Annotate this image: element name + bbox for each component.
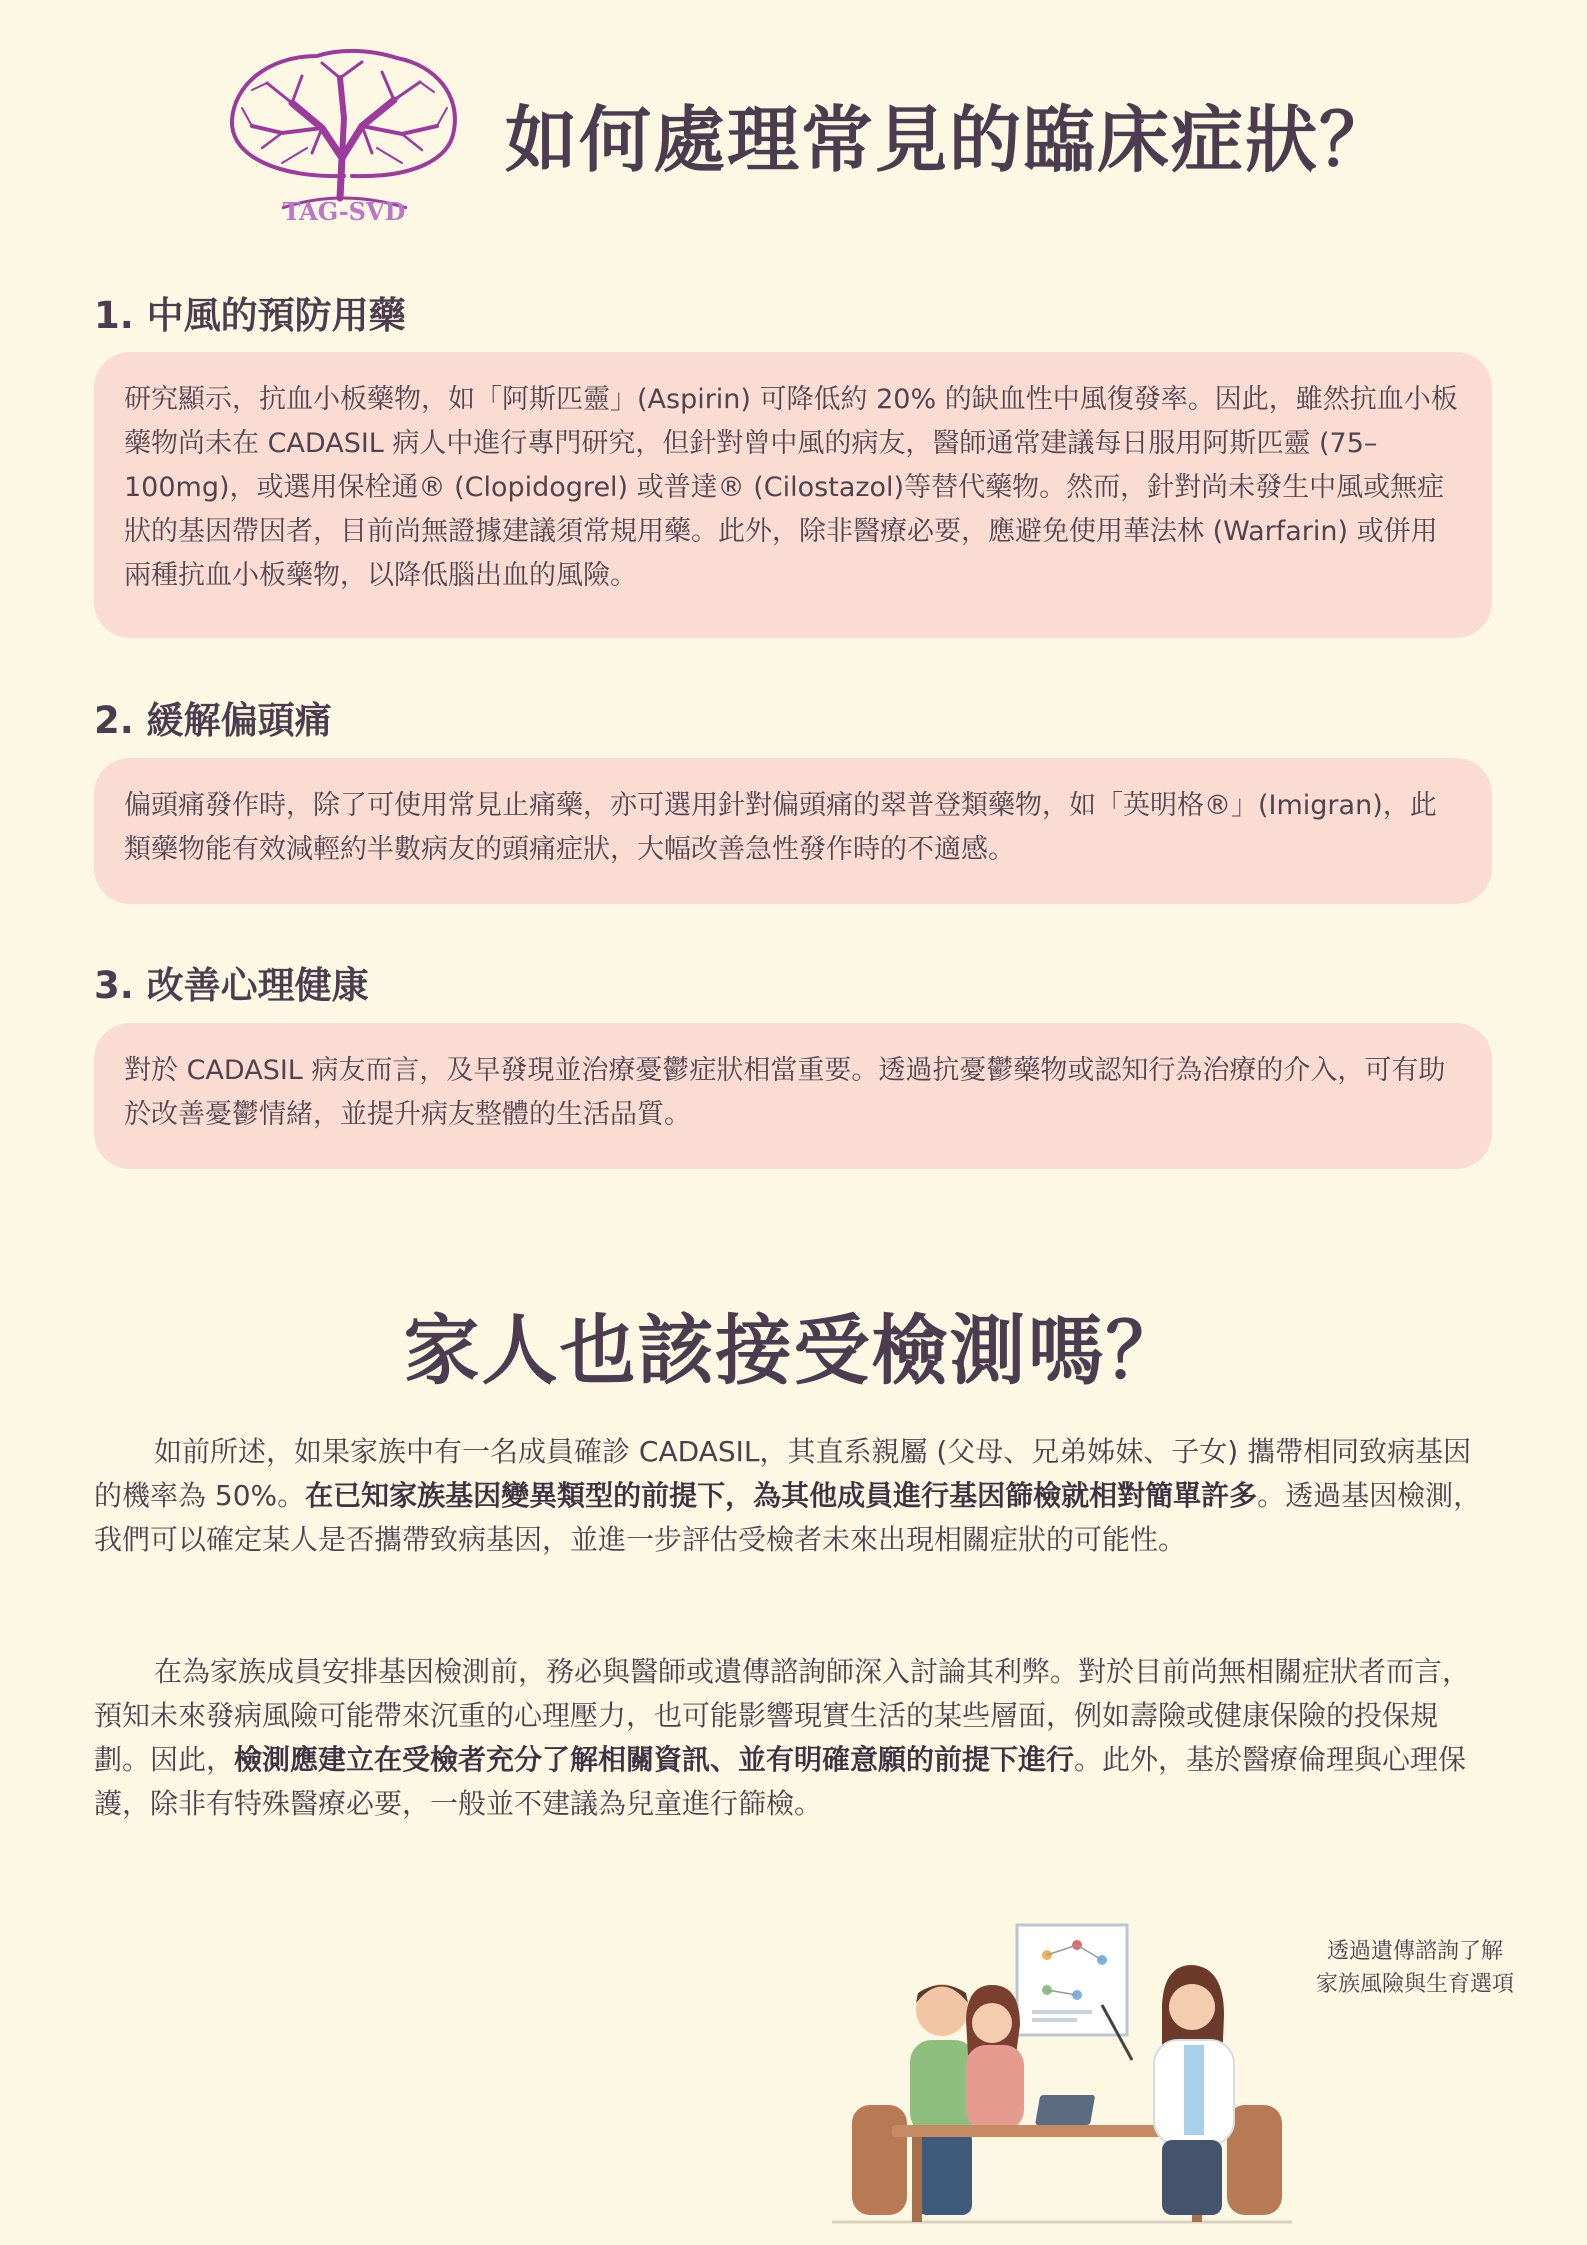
illustration-caption [1300, 1935, 1530, 2001]
paragraph-text: 。透過基因檢測，我們可以確定某人是否攜帶致病基因，並進一步評估受檢者未來出現相關症狀的可能性。 [94, 1479, 1482, 1556]
tag-svd-logo [222, 48, 467, 228]
section-body: 對於 CADASIL 病友而言，及早發現並治療憂鬱症狀相當重要。透過抗憂鬱藥物或認知行為治療的介入，可有助於改善憂鬱情緒，並提升病友整體的生活品質。 [124, 1055, 1446, 1130]
section-heading-stroke-prevention: 1. 中風的預防用藥 [94, 294, 406, 337]
paragraph-emphasis: 檢測應建立在受檢者充分了解相關資訊、並有明確意願的前提下進行 [234, 1743, 1075, 1776]
svg-text:TAG-SVD: TAG-SVD [282, 197, 406, 226]
section-heading-migraine: 2. 緩解偏頭痛 [94, 699, 332, 742]
section-card-mental-health [94, 1023, 1492, 1169]
section-body: 研究顯示，抗血小板藥物，如「阿斯匹靈」(Aspirin) 可降低約 20% 的缺血性中風復發率。因此，雖然抗血小板藥物尚未在 CADASIL 病人中進行專門研究，但針對曾中風的病友，醫師通常建議每日服用阿斯匹靈 (75–100mg)，或選用保栓通® (Clopidogrel) 或普達® (Cilostazol)等替代藥物。然而，針對尚未發生中風或無症狀的基因帶因者，目前尚無證據建議須常規用藥。此外，除非醫療必要，應避免使用華法林 (Warfarin) 或併用兩種抗血小板藥物，以降低腦出血的風險。 [124, 384, 1458, 591]
family-paragraph-1 [94, 1430, 1492, 1562]
family-testing-title: 家人也該接受檢測嗎？ [403, 1306, 1184, 1395]
caption-line: 透過遺傳諮詢了解 [1326, 1939, 1503, 1964]
paragraph-text: 在為家族成員安排基因檢測前，務必與醫師或遺傳諮詢師深入討論其利弊。對於目前尚無相關症狀者而言，預知未來發病風險可能帶來沉重的心理壓力，也可能影響現實生活的某些層面，例如壽險或健康保險的投保規劃。因此， [94, 1655, 1471, 1776]
section-card-migraine [94, 758, 1492, 904]
paragraph-emphasis: 在已知家族基因變異類型的前提下，為其他成員進行基因篩檢就相對簡單許多 [305, 1479, 1258, 1512]
page-title: 如何處理常見的臨床症狀？ [505, 98, 1394, 182]
section-body: 偏頭痛發作時，除了可使用常見止痛藥，亦可選用針對偏頭痛的翠普登類藥物，如「英明格®」(Imigran)，此類藥物能有效減輕約半數病友的頭痛症狀，大幅改善急性發作時的不適感。 [124, 790, 1437, 865]
section-card-stroke-prevention [94, 352, 1492, 638]
paragraph-text: 。此外，基於醫療倫理與心理保護，除非有特殊醫療必要，一般並不建議為兒童進行篩檢。 [94, 1743, 1467, 1820]
section-heading-mental-health: 3. 改善心理健康 [94, 964, 369, 1007]
paragraph-text: 如前所述，如果家族中有一名成員確診 CADASIL，其直系親屬 (父母、兄弟姊妹、子女) 攜帶相同致病基因的機率為 50%。 [94, 1435, 1472, 1512]
genetic-counseling-illustration [832, 1915, 1302, 2235]
family-paragraph-2 [94, 1650, 1492, 1826]
caption-line: 家族風險與生育選項 [1315, 1972, 1514, 1997]
